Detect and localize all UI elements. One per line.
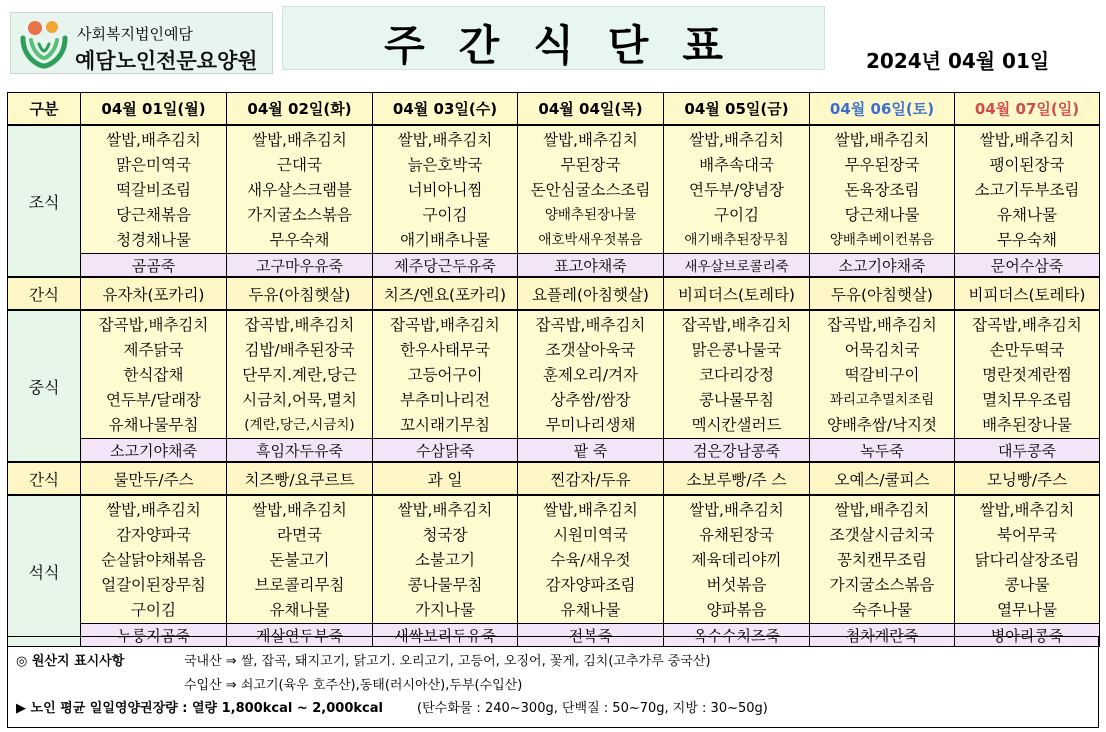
snack-cell: 비피더스(토레타)	[664, 277, 810, 310]
menu-item: 무우숙채	[269, 231, 330, 249]
org-subtitle: 사회복지법인예담	[77, 25, 193, 43]
porridge-cell: 병아리콩죽	[955, 624, 1100, 647]
menu-item: 팽이된장국	[989, 156, 1065, 174]
snack-cell: 두유(아침햇살)	[227, 277, 373, 310]
menu-item: 한우사태무국	[400, 341, 490, 359]
menu-item: 조갯살시금치국	[829, 526, 935, 544]
menu-item: 열무나물	[997, 601, 1057, 619]
snack-cell: 소보루빵/주 스	[664, 462, 810, 495]
day-header: 04월 04일(목)	[518, 93, 664, 126]
menu-item: 쌀밥,배추김치	[106, 131, 201, 149]
menu-item: 버섯볶음	[706, 576, 767, 594]
menu-item: 잡곡밥,배추김치	[827, 316, 937, 334]
origin-domestic: 국내산 ⇒ 쌀, 잡곡, 돼지고기, 닭고기. 오리고기, 고등어, 오징어, 꽃게, 김치(고추가루 중국산)	[184, 654, 711, 669]
porridge-cell: 새싹보리두유죽	[373, 624, 518, 647]
breakfast-cell	[81, 125, 227, 254]
menu-item: 맑은콩나물국	[691, 341, 782, 359]
menu-item: 청경채나물	[116, 231, 191, 249]
menu-item: 떡갈비조림	[116, 181, 191, 199]
menu-item: 잡곡밥,배추김치	[972, 316, 1082, 334]
menu-item: 양배추쌈/낙지젓	[826, 416, 938, 434]
porridge-cell: 검은강남콩죽	[664, 439, 810, 463]
dinner-cell	[373, 495, 518, 624]
nutrition-detail: (탄수화물 : 240~300g, 단백질 : 50~70g, 지방 : 30~50g)	[417, 701, 768, 716]
menu-item: 배추된장나물	[982, 416, 1072, 434]
menu-item: 구이김	[422, 206, 468, 224]
menu-item: 시금치,어묵,멸치	[242, 391, 357, 409]
lunch-cell	[664, 310, 810, 439]
menu-item: 쌀밥,배추김치	[397, 131, 493, 149]
menu-item: (계란,당근,시금치)	[244, 417, 355, 433]
menu-item: 양배추베이컨볶음	[829, 232, 935, 248]
header-corner: 구분	[8, 93, 81, 126]
lunch-cell	[81, 310, 227, 439]
weekly-menu-table	[7, 92, 1100, 647]
menu-item: 떡갈비구이	[844, 366, 920, 384]
lunch-cell	[227, 310, 373, 439]
menu-item: 어묵김치국	[844, 341, 920, 359]
menu-item: 꽁치캔무조림	[837, 551, 927, 569]
menu-item: 숙주나물	[852, 601, 912, 619]
menu-item: 브로콜리무침	[254, 576, 345, 594]
porridge-cell: 소고기야채죽	[81, 439, 227, 463]
snack-cell: 오예스/쿨피스	[810, 462, 955, 495]
porridge-cell: 첨차계란죽	[810, 624, 955, 647]
menu-item: 쌀밥,배추김치	[543, 131, 638, 149]
menu-item: 무된장국	[560, 156, 621, 174]
menu-item: 잡곡밥,배추김치	[98, 316, 209, 334]
porridge-cell: 게살연두부죽	[227, 624, 373, 647]
menu-item: 감자양파조림	[545, 576, 636, 594]
menu-item: 쌀밥,배추김치	[252, 131, 347, 149]
snack-cell: 유자차(포카리)	[81, 277, 227, 310]
porridge-cell: 흑임자두유죽	[227, 439, 373, 463]
porridge-cell: 대두콩죽	[955, 439, 1100, 463]
day-header: 04월 01일(월)	[81, 93, 227, 126]
menu-item: 유채된장국	[699, 526, 774, 544]
menu-item: 북어무국	[997, 526, 1057, 544]
menu-item: 쌀밥,배추김치	[106, 501, 201, 519]
category-breakfast: 조식	[8, 125, 81, 277]
porridge-cell: 수삼닭죽	[373, 439, 518, 463]
category-lunch: 중식	[8, 310, 81, 462]
porridge-cell: 소고기야채죽	[810, 254, 955, 278]
menu-item: 늙은호박국	[407, 156, 483, 174]
dinner-cell	[81, 495, 227, 624]
snack-cell: 물만두/주스	[81, 462, 227, 495]
menu-item: 한식잡채	[123, 366, 184, 384]
menu-item: 연두부/양념장	[688, 181, 785, 199]
menu-item: 구이김	[714, 206, 759, 224]
snack-cell: 비피더스(토레타)	[955, 277, 1100, 310]
category-dinner: 석식	[8, 495, 81, 647]
category-snack2: 간식	[8, 462, 81, 495]
menu-item: 쌀밥,배추김치	[834, 131, 930, 149]
menu-item: 맑은미역국	[116, 156, 191, 174]
origin-imported: 수입산 ⇒ 쇠고기(육우 호주산),동태(러시아산),두부(수입산)	[184, 678, 523, 693]
breakfast-cell	[373, 125, 518, 254]
breakfast-cell	[664, 125, 810, 254]
menu-item: 훈제오리/겨자	[542, 366, 639, 384]
snack-cell: 요플레(아침햇살)	[518, 277, 664, 310]
menu-item: 쌀밥,배추김치	[979, 501, 1075, 519]
page-title: 주간식단표	[384, 21, 757, 70]
menu-item: 손만두떡국	[989, 341, 1065, 359]
snack-cell: 모닝빵/주스	[955, 462, 1100, 495]
menu-item: 고등어구이	[407, 366, 483, 384]
porridge-cell: 곰곰죽	[81, 254, 227, 278]
dinner-cell	[810, 495, 955, 624]
menu-item: 가지굴소스볶음	[247, 206, 352, 224]
category-snack1: 간식	[8, 277, 81, 310]
menu-item: 애호박새우젓볶음	[538, 232, 643, 248]
breakfast-cell	[955, 125, 1100, 254]
org-name: 예담노인전문요양원	[75, 49, 258, 73]
menu-item: 무미나리생채	[545, 416, 636, 434]
menu-item: 쌀밥,배추김치	[543, 501, 638, 519]
menu-item: 상추쌈/쌈장	[550, 391, 631, 409]
snack-cell: 치즈/엔요(포카리)	[373, 277, 518, 310]
porridge-cell: 전복죽	[518, 624, 664, 647]
menu-item: 콩나물무침	[407, 576, 483, 594]
issue-date: 2024년 04월 01일	[866, 49, 1050, 73]
menu-item: 애기배추나물	[400, 231, 490, 249]
menu-item: 김밥/배추된장국	[244, 341, 355, 359]
menu-item: 라면국	[277, 526, 322, 544]
menu-item: 근대국	[277, 156, 322, 174]
menu-item: 돈안심굴소스조림	[530, 181, 651, 199]
menu-item: 연두부/달래장	[105, 391, 202, 409]
menu-item: 잡곡밥,배추김치	[244, 316, 355, 334]
day-header: 04월 03일(수)	[373, 93, 518, 126]
menu-item: 잡곡밥,배추김치	[681, 316, 792, 334]
menu-item: 감자양파국	[116, 526, 191, 544]
yedam-logo-icon	[17, 18, 71, 70]
snack-cell: 치즈빵/요쿠르트	[227, 462, 373, 495]
dinner-cell	[518, 495, 664, 624]
lunch-cell	[955, 310, 1100, 439]
menu-item: 양파볶음	[706, 601, 767, 619]
menu-item: 코다리강정	[699, 366, 774, 384]
nutrition-label: ▶ 노인 평균 일일영양권장량 : 열량 1,800kcal ~ 2,000kcal	[16, 701, 383, 716]
menu-item: 꽈리고추멸치조림	[829, 392, 935, 408]
org-logo-box	[10, 12, 273, 74]
menu-item: 유채나물	[269, 601, 330, 619]
menu-item: 무우숙채	[997, 231, 1057, 249]
dinner-cell	[955, 495, 1100, 624]
menu-item: 무우된장국	[844, 156, 920, 174]
menu-item: 배추속대국	[699, 156, 774, 174]
porridge-cell: 새우살브로콜리죽	[664, 254, 810, 278]
page-header	[0, 0, 1106, 90]
menu-item: 수육/새우젓	[550, 551, 631, 569]
lunch-cell	[810, 310, 955, 439]
porridge-cell: 누룽지곰죽	[81, 624, 227, 647]
porridge-cell: 제주당근두유죽	[373, 254, 518, 278]
lunch-cell	[373, 310, 518, 439]
menu-item: 꼬시래기무침	[400, 416, 490, 434]
menu-item: 멕시칸샐러드	[691, 416, 782, 434]
day-header: 04월 05일(금)	[664, 93, 810, 126]
menu-item: 시원미역국	[553, 526, 628, 544]
menu-item: 돈불고기	[269, 551, 330, 569]
breakfast-cell	[810, 125, 955, 254]
day-header: 04월 02일(화)	[227, 93, 373, 126]
menu-item: 구이김	[131, 601, 176, 619]
menu-item: 순살닭야채볶음	[101, 551, 206, 569]
porridge-cell: 표고야채죽	[518, 254, 664, 278]
snack-cell: 찐감자/두유	[518, 462, 664, 495]
porridge-cell: 녹두죽	[810, 439, 955, 463]
menu-item: 잡곡밥,배추김치	[535, 316, 646, 334]
menu-item: 잡곡밥,배추김치	[390, 316, 500, 334]
menu-item: 소불고기	[415, 551, 475, 569]
menu-item: 청국장	[422, 526, 468, 544]
lunch-cell	[518, 310, 664, 439]
menu-item: 새우살스크램블	[247, 181, 352, 199]
footer-notes	[7, 636, 1099, 728]
menu-item: 쌀밥,배추김치	[252, 501, 347, 519]
menu-item: 유채나물	[997, 206, 1057, 224]
menu-item: 너비아니찜	[407, 181, 483, 199]
menu-item: 유채나물	[560, 601, 621, 619]
menu-item: 쌀밥,배추김치	[689, 501, 784, 519]
menu-item: 돈육장조림	[844, 181, 920, 199]
menu-item: 콩나물	[1004, 576, 1050, 594]
menu-item: 애기배추된장무침	[684, 232, 789, 248]
origin-label: ◎ 원산지 표시사항	[16, 654, 125, 669]
snack-cell: 두유(아침햇살)	[810, 277, 955, 310]
menu-item: 유채나물무침	[108, 416, 199, 434]
menu-item: 닭다리살장조림	[974, 551, 1080, 569]
menu-item: 제육데리야끼	[691, 551, 782, 569]
menu-item: 가지굴소스볶음	[829, 576, 935, 594]
snack-cell: 과 일	[373, 462, 518, 495]
breakfast-cell	[227, 125, 373, 254]
menu-item: 조갯살아욱국	[545, 341, 636, 359]
menu-item: 부추미나리전	[400, 391, 490, 409]
menu-item: 얼갈이된장무침	[101, 576, 206, 594]
menu-item: 단무지.계란,당근	[242, 366, 357, 384]
porridge-cell: 옥수수치즈죽	[664, 624, 810, 647]
porridge-cell: 팥 죽	[518, 439, 664, 463]
dinner-cell	[664, 495, 810, 624]
menu-item: 콩나물무침	[699, 391, 774, 409]
menu-item: 쌀밥,배추김치	[397, 501, 493, 519]
menu-item: 쌀밥,배추김치	[689, 131, 784, 149]
menu-item: 소고기두부조림	[974, 181, 1080, 199]
menu-item: 당근채나물	[844, 206, 920, 224]
breakfast-cell	[518, 125, 664, 254]
menu-item: 제주닭국	[123, 341, 184, 359]
day-header: 04월 06일(토)	[810, 93, 955, 126]
menu-item: 멸치무우조림	[982, 391, 1072, 409]
menu-item: 양배추된장나물	[544, 207, 637, 223]
menu-item: 당근채볶음	[116, 206, 191, 224]
day-header: 04월 07일(일)	[955, 93, 1100, 126]
dinner-cell	[227, 495, 373, 624]
menu-item: 명란젓계란찜	[982, 366, 1072, 384]
menu-item: 쌀밥,배추김치	[834, 501, 930, 519]
menu-item: 쌀밥,배추김치	[979, 131, 1075, 149]
menu-item: 가지나물	[415, 601, 475, 619]
porridge-cell: 고구마우유죽	[227, 254, 373, 278]
title-box	[282, 6, 825, 70]
porridge-cell: 문어수삼죽	[955, 254, 1100, 278]
